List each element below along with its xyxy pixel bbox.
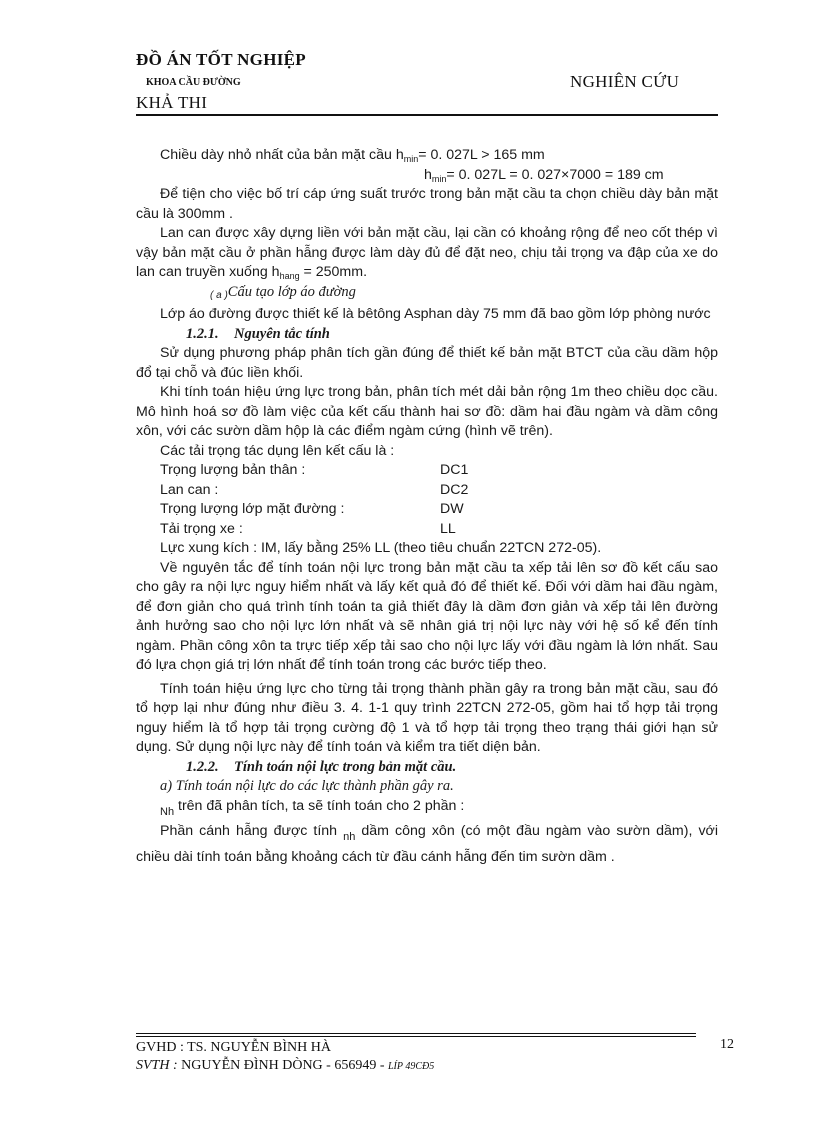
paragraph: Khi tính toán hiệu ứng lực trong bản, phân tích mét dải bản rộng 1m theo chiều dọc cầu. Mô hình hoá sơ đồ làm việc của kết cấu thành hai sơ đồ: dầm hai đầu ngàm và dầm công xôn, với các sườn dầm hộp là các điểm ngàm cứng (hình vẽ trên). — [136, 384, 718, 439]
paragraph: Tính toán hiệu ứng lực cho từng tải trọng thành phần gây ra trong bản mặt cầu, sau đó tổ hợp lại như đúng như điều 3. 4. 1-1 quy trình 22TCN 272-05, gồm hai tổ hợp tải trọng nguy hiểm là tổ hợp tải trọng cường độ 1 và tổ hợp tải trọng theo trạng thái giới hạn sử dụng. Sử dụng nội lực này để tính toán và kiểm tra tiết diện bản. — [136, 680, 718, 755]
paragraph: Về nguyên tắc để tính toán nội lực trong bản mặt cầu ta xếp tải lên sơ đồ kết cấu sao cho gây ra nội lực nguy hiểm nhất và lấy kết quả đó để thiết kế. Đối với dầm hai đầu ngàm, để đơn giản cho quá trình tính toán ta giả thiết đây là dầm đơn giản và xếp tải lên đường ảnh hưởng sao cho nội lực lớn nhất và sẽ nhân giá trị nội lực này với hệ số kể đến tính ngàm. Phần công xôn ta trực tiếp xếp tải sao cho nội lực lấy với đầu ngàm là lớn nhất. Sau đó lựa chọn giá trị lớn nhất để tính toán trong các bước tiếp theo. — [136, 559, 718, 673]
document-title: ĐỒ ÁN TỐT NGHIỆP — [136, 50, 306, 69]
load-row: Trọng lượng lớp mặt đường : DW — [160, 501, 464, 517]
paragraph: Sử dụng phương pháp phân tích gần đúng để thiết kế bản mặt BTCT của cầu dầm hộp đổ tại chỗ và đúc liền khối. — [136, 345, 718, 381]
load-row: Tải trọng xe : LL — [160, 520, 456, 537]
section-heading-1-2-2: 1.2.2. Tính toán nội lực trong bản mặt cầu. — [186, 758, 457, 775]
paragraph: Lực xung kích : IM, lấy bằng 25% LL (theo tiêu chuẩn 22TCN 272-05). — [160, 540, 602, 556]
page-body — [136, 146, 718, 867]
min-thickness-calc: $h_{min}= 0$. 027L = 0. 027×7000 = 189 cm — [424, 166, 664, 184]
subsection-heading: a) Tính toán nội lực do các lực thành phần gây ra. — [160, 778, 454, 794]
footer-student: SVTH : NGUYỄN ĐÌNH DÒNG - 656949 - LÍP 49CĐ5 — [136, 1058, 435, 1073]
paragraph: $_{Nh}$ trên đã phân tích, ta sẽ tính toán cho 2 phần : — [160, 797, 465, 818]
header-subtitle: KHẢ THI — [136, 93, 208, 112]
faculty-name: KHOA CẦU ĐƯỜNG — [146, 77, 241, 88]
paragraph: Lớp áo đường được thiết kế là bêtông Asphan dày 75 mm đã bao gồm lớp phòng nước — [160, 306, 711, 322]
header-right-title: NGHIÊN CỨU — [570, 72, 680, 91]
footer-rule — [136, 1036, 696, 1037]
paragraph: Các tải trọng tác dụng lên kết cấu là : — [160, 442, 395, 459]
load-row: Trọng lượng bản thân : DC1 — [160, 462, 469, 478]
subsection-heading: ( a )Cấu tạo lớp áo đường — [210, 283, 356, 301]
header-rule — [136, 114, 718, 116]
footer-rule — [136, 1033, 696, 1034]
section-heading-1-2-1: 1.2.1. Nguyên tắc tính — [186, 325, 330, 342]
page-number: 12 — [720, 1037, 734, 1052]
footer-supervisor: GVHD : TS. NGUYỄN BÌNH HÀ — [136, 1040, 331, 1055]
min-thickness-line: Chiều dày nhỏ nhất của bản mặt cầu $h_{min}= 0$. 027L > 165 mm — [160, 147, 545, 164]
paragraph: Phần cánh hẫng được tính $_{nh}$ dầm công xôn (có một đầu ngàm vào sườn dầm), với chiều dài tính toán bằng khoảng cách từ đầu cánh hẫng đến tim sườn dầm . — [136, 823, 719, 865]
load-row: Lan can : DC2 — [160, 481, 469, 498]
paragraph: Lan can được xây dựng liền với bản mặt cầu, lại cần có khoảng rộng để neo cốt thép vì vậy bản mặt cầu ở phần hẫng được làm dày đủ để đặt neo, chịu tải trọng va đập của xe do lan can truyền xuống $h_{hang} = 250mm$. — [136, 225, 718, 281]
paragraph: Để tiện cho việc bố trí cáp ứng suất trước trong bản mặt cầu ta chọn chiều dày bản mặt cầu là 300mm . — [136, 186, 718, 222]
